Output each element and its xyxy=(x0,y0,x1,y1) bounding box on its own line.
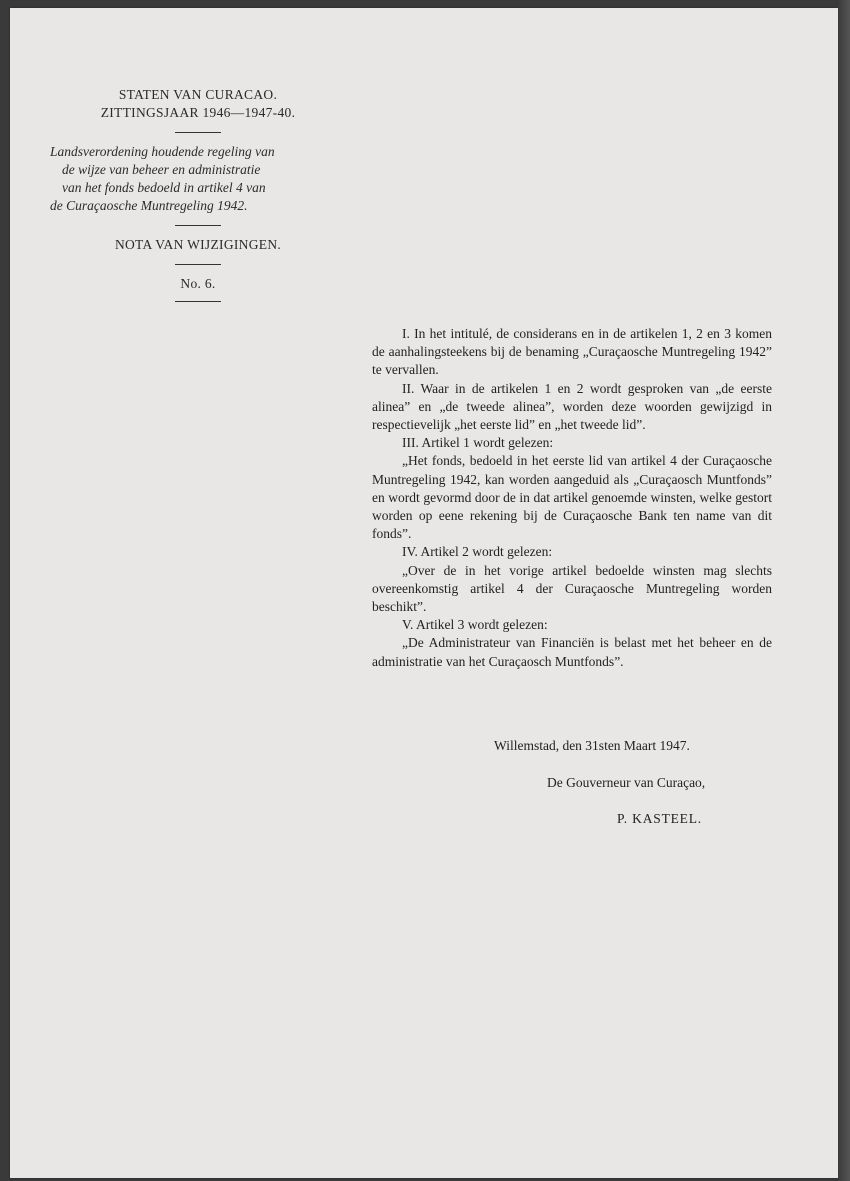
nota-title: NOTA VAN WIJZIGINGEN. xyxy=(114,237,282,252)
signatory-title: De Gouverneur van Curaçao, xyxy=(547,775,706,790)
paragraph: II. Waar in de artikelen 1 en 2 wordt gesproken van „de eerste alinea” en „de tweede alinea”, worden deze woorden gewijzigd in respectievelijk „het eerste lid” en „het tweede lid”. xyxy=(372,380,772,433)
subject-line: de Curaçaosche Muntregeling 1942. xyxy=(50,198,248,213)
paragraph: „De Administrateur van Financiën is belast met het beheer en de administratie van het Curaçaosch Muntfonds”. xyxy=(372,635,772,669)
scan-edge xyxy=(838,0,850,1181)
paragraph: IV. Artikel 2 wordt gelezen: xyxy=(402,544,553,560)
header-line-2: ZITTINGSJAAR 1946—1947-40. xyxy=(100,105,296,120)
header-line-1: STATEN VAN CURACAO. xyxy=(118,87,278,102)
paragraph: „Het fonds, bedoeld in het eerste lid van artikel 4 der Curaçaosche Muntregeling 1942, kan worden aangeduid als „Curaçaosch Muntfonds” en wordt gevormd door de in dat artikel genoemde winsten, welke gestort worden op eene rekening bij de Curaçaosche Bank ten name van dit fonds”. xyxy=(372,453,772,542)
subject-line: Landsverordening houdende regeling van xyxy=(50,144,275,159)
document-header xyxy=(50,86,346,312)
divider xyxy=(175,301,221,302)
divider xyxy=(175,264,221,265)
paragraph: III. Artikel 1 wordt gelezen: xyxy=(402,435,554,451)
amendments-text xyxy=(372,325,772,671)
divider xyxy=(175,225,221,226)
subject-line: de wijze van beheer en administratie xyxy=(62,162,261,177)
signatory-name: P. KASTEEL. xyxy=(617,811,702,826)
place-date: Willemstad, den 31sten Maart 1947. xyxy=(494,738,690,753)
subject-block xyxy=(50,143,346,215)
paragraph: I. In het intitulé, de considerans en in de artikelen 1, 2 en 3 komen de aanhalingsteekens bij de benaming „Curaçaosche Muntregeling 1942” te vervallen. xyxy=(372,326,772,378)
subject-line: van het fonds bedoeld in artikel 4 van xyxy=(62,180,266,195)
document-number: No. 6. xyxy=(180,276,216,291)
paragraph: V. Artikel 3 wordt gelezen: xyxy=(402,617,548,633)
divider xyxy=(175,132,221,133)
paragraph: „Over de in het vorige artikel bedoelde winsten mag slechts overeenkomstig artikel 4 der Curaçaosche Muntregeling worden beschikt”. xyxy=(372,562,772,615)
